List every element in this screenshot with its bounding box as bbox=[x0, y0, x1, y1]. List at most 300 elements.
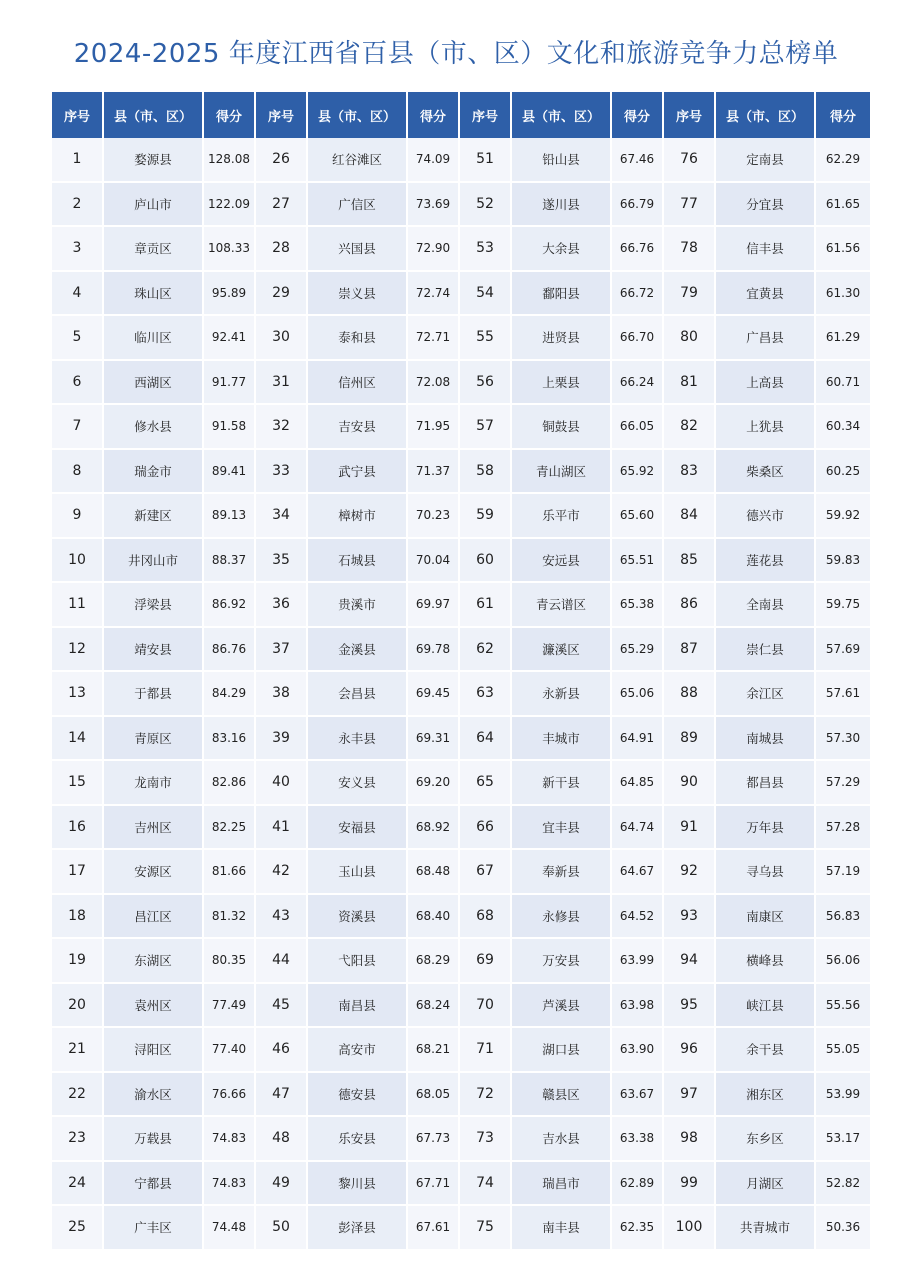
county-name-cell: 靖安县 bbox=[104, 628, 204, 673]
county-name-cell: 月湖区 bbox=[716, 1162, 816, 1207]
table-row bbox=[52, 227, 870, 272]
county-name-cell: 万年县 bbox=[716, 806, 816, 851]
score-cell: 74.48 bbox=[204, 1206, 256, 1251]
rank-cell: 75 bbox=[460, 1206, 512, 1251]
rank-cell: 60 bbox=[460, 539, 512, 584]
score-cell: 80.35 bbox=[204, 939, 256, 984]
county-name-cell: 修水县 bbox=[104, 405, 204, 450]
score-cell: 61.56 bbox=[816, 227, 870, 272]
column-header-score: 得分 bbox=[408, 92, 460, 138]
rank-cell: 14 bbox=[52, 717, 104, 762]
county-name-cell: 龙南市 bbox=[104, 761, 204, 806]
rank-cell: 68 bbox=[460, 895, 512, 940]
county-name-cell: 余干县 bbox=[716, 1028, 816, 1073]
rank-cell: 41 bbox=[256, 806, 308, 851]
score-cell: 91.77 bbox=[204, 361, 256, 406]
rank-cell: 79 bbox=[664, 272, 716, 317]
county-name-cell: 莲花县 bbox=[716, 539, 816, 584]
county-name-cell: 新建区 bbox=[104, 494, 204, 539]
county-name-cell: 奉新县 bbox=[512, 850, 612, 895]
column-header-rank: 序号 bbox=[460, 92, 512, 138]
county-name-cell: 玉山县 bbox=[308, 850, 408, 895]
county-name-cell: 青山湖区 bbox=[512, 450, 612, 495]
county-name-cell: 南城县 bbox=[716, 717, 816, 762]
score-cell: 86.92 bbox=[204, 583, 256, 628]
county-name-cell: 会昌县 bbox=[308, 672, 408, 717]
table-row bbox=[52, 1206, 870, 1251]
county-name-cell: 珠山区 bbox=[104, 272, 204, 317]
score-cell: 84.29 bbox=[204, 672, 256, 717]
rank-cell: 62 bbox=[460, 628, 512, 673]
score-cell: 67.46 bbox=[612, 138, 664, 183]
county-name-cell: 上犹县 bbox=[716, 405, 816, 450]
score-cell: 68.21 bbox=[408, 1028, 460, 1073]
column-header-rank: 序号 bbox=[52, 92, 104, 138]
score-cell: 92.41 bbox=[204, 316, 256, 361]
rank-cell: 45 bbox=[256, 984, 308, 1029]
score-cell: 73.69 bbox=[408, 183, 460, 228]
rank-cell: 17 bbox=[52, 850, 104, 895]
score-cell: 56.83 bbox=[816, 895, 870, 940]
score-cell: 56.06 bbox=[816, 939, 870, 984]
county-name-cell: 宁都县 bbox=[104, 1162, 204, 1207]
county-name-cell: 宜黄县 bbox=[716, 272, 816, 317]
score-cell: 95.89 bbox=[204, 272, 256, 317]
rank-cell: 71 bbox=[460, 1028, 512, 1073]
score-cell: 91.58 bbox=[204, 405, 256, 450]
rank-cell: 56 bbox=[460, 361, 512, 406]
score-cell: 68.29 bbox=[408, 939, 460, 984]
rank-cell: 55 bbox=[460, 316, 512, 361]
county-name-cell: 丰城市 bbox=[512, 717, 612, 762]
score-cell: 89.41 bbox=[204, 450, 256, 495]
rank-cell: 95 bbox=[664, 984, 716, 1029]
table-header-row bbox=[52, 92, 870, 138]
county-name-cell: 袁州区 bbox=[104, 984, 204, 1029]
county-name-cell: 东乡区 bbox=[716, 1117, 816, 1162]
county-name-cell: 兴国县 bbox=[308, 227, 408, 272]
score-cell: 68.05 bbox=[408, 1073, 460, 1118]
score-cell: 74.09 bbox=[408, 138, 460, 183]
score-cell: 50.36 bbox=[816, 1206, 870, 1251]
county-name-cell: 贵溪市 bbox=[308, 583, 408, 628]
rank-cell: 5 bbox=[52, 316, 104, 361]
county-name-cell: 寻乌县 bbox=[716, 850, 816, 895]
rank-cell: 27 bbox=[256, 183, 308, 228]
county-name-cell: 鄱阳县 bbox=[512, 272, 612, 317]
county-name-cell: 柴桑区 bbox=[716, 450, 816, 495]
county-name-cell: 铜鼓县 bbox=[512, 405, 612, 450]
table-row bbox=[52, 717, 870, 762]
score-cell: 65.92 bbox=[612, 450, 664, 495]
county-name-cell: 大余县 bbox=[512, 227, 612, 272]
county-name-cell: 峡江县 bbox=[716, 984, 816, 1029]
score-cell: 66.72 bbox=[612, 272, 664, 317]
score-cell: 66.05 bbox=[612, 405, 664, 450]
table-row bbox=[52, 316, 870, 361]
table-row bbox=[52, 761, 870, 806]
score-cell: 67.73 bbox=[408, 1117, 460, 1162]
county-name-cell: 吉州区 bbox=[104, 806, 204, 851]
county-name-cell: 浮梁县 bbox=[104, 583, 204, 628]
rank-cell: 33 bbox=[256, 450, 308, 495]
rank-cell: 15 bbox=[52, 761, 104, 806]
county-name-cell: 共青城市 bbox=[716, 1206, 816, 1251]
rank-cell: 9 bbox=[52, 494, 104, 539]
score-cell: 55.56 bbox=[816, 984, 870, 1029]
score-cell: 72.71 bbox=[408, 316, 460, 361]
rank-cell: 24 bbox=[52, 1162, 104, 1207]
rank-cell: 19 bbox=[52, 939, 104, 984]
rank-cell: 49 bbox=[256, 1162, 308, 1207]
score-cell: 108.33 bbox=[204, 227, 256, 272]
county-name-cell: 于都县 bbox=[104, 672, 204, 717]
county-name-cell: 德安县 bbox=[308, 1073, 408, 1118]
table-row bbox=[52, 806, 870, 851]
rank-cell: 61 bbox=[460, 583, 512, 628]
score-cell: 64.85 bbox=[612, 761, 664, 806]
score-cell: 57.28 bbox=[816, 806, 870, 851]
county-name-cell: 崇义县 bbox=[308, 272, 408, 317]
county-name-cell: 乐平市 bbox=[512, 494, 612, 539]
rank-cell: 92 bbox=[664, 850, 716, 895]
rank-cell: 13 bbox=[52, 672, 104, 717]
table-row bbox=[52, 138, 870, 183]
rank-cell: 25 bbox=[52, 1206, 104, 1251]
score-cell: 71.95 bbox=[408, 405, 460, 450]
county-name-cell: 广丰区 bbox=[104, 1206, 204, 1251]
rank-cell: 85 bbox=[664, 539, 716, 584]
score-cell: 64.67 bbox=[612, 850, 664, 895]
rank-cell: 7 bbox=[52, 405, 104, 450]
county-name-cell: 遂川县 bbox=[512, 183, 612, 228]
score-cell: 57.29 bbox=[816, 761, 870, 806]
rank-cell: 80 bbox=[664, 316, 716, 361]
score-cell: 74.83 bbox=[204, 1117, 256, 1162]
rank-cell: 99 bbox=[664, 1162, 716, 1207]
table-row bbox=[52, 939, 870, 984]
county-name-cell: 章贡区 bbox=[104, 227, 204, 272]
rank-cell: 8 bbox=[52, 450, 104, 495]
rank-cell: 66 bbox=[460, 806, 512, 851]
county-name-cell: 瑞昌市 bbox=[512, 1162, 612, 1207]
rank-cell: 58 bbox=[460, 450, 512, 495]
score-cell: 69.97 bbox=[408, 583, 460, 628]
county-name-cell: 赣县区 bbox=[512, 1073, 612, 1118]
score-cell: 65.60 bbox=[612, 494, 664, 539]
county-name-cell: 安义县 bbox=[308, 761, 408, 806]
score-cell: 67.71 bbox=[408, 1162, 460, 1207]
score-cell: 59.92 bbox=[816, 494, 870, 539]
score-cell: 55.05 bbox=[816, 1028, 870, 1073]
county-name-cell: 安远县 bbox=[512, 539, 612, 584]
column-header-score: 得分 bbox=[204, 92, 256, 138]
score-cell: 63.38 bbox=[612, 1117, 664, 1162]
score-cell: 81.32 bbox=[204, 895, 256, 940]
rank-cell: 90 bbox=[664, 761, 716, 806]
score-cell: 77.40 bbox=[204, 1028, 256, 1073]
score-cell: 74.83 bbox=[204, 1162, 256, 1207]
county-name-cell: 芦溪县 bbox=[512, 984, 612, 1029]
county-name-cell: 全南县 bbox=[716, 583, 816, 628]
score-cell: 88.37 bbox=[204, 539, 256, 584]
rank-cell: 73 bbox=[460, 1117, 512, 1162]
table-row bbox=[52, 272, 870, 317]
rank-cell: 31 bbox=[256, 361, 308, 406]
rank-cell: 29 bbox=[256, 272, 308, 317]
page-title: 2024-2025 年度江西省百县（市、区）文化和旅游竞争力总榜单 bbox=[73, 39, 839, 69]
county-name-cell: 昌江区 bbox=[104, 895, 204, 940]
score-cell: 59.83 bbox=[816, 539, 870, 584]
score-cell: 82.86 bbox=[204, 761, 256, 806]
county-name-cell: 濂溪区 bbox=[512, 628, 612, 673]
rank-cell: 94 bbox=[664, 939, 716, 984]
rank-cell: 21 bbox=[52, 1028, 104, 1073]
rank-cell: 53 bbox=[460, 227, 512, 272]
score-cell: 62.29 bbox=[816, 138, 870, 183]
county-name-cell: 渝水区 bbox=[104, 1073, 204, 1118]
score-cell: 69.78 bbox=[408, 628, 460, 673]
score-cell: 76.66 bbox=[204, 1073, 256, 1118]
rank-cell: 16 bbox=[52, 806, 104, 851]
rank-cell: 77 bbox=[664, 183, 716, 228]
county-name-cell: 安福县 bbox=[308, 806, 408, 851]
county-name-cell: 进贤县 bbox=[512, 316, 612, 361]
rank-cell: 3 bbox=[52, 227, 104, 272]
table-row bbox=[52, 850, 870, 895]
score-cell: 70.23 bbox=[408, 494, 460, 539]
score-cell: 57.30 bbox=[816, 717, 870, 762]
county-name-cell: 吉水县 bbox=[512, 1117, 612, 1162]
rank-cell: 67 bbox=[460, 850, 512, 895]
rank-cell: 6 bbox=[52, 361, 104, 406]
score-cell: 57.69 bbox=[816, 628, 870, 673]
score-cell: 81.66 bbox=[204, 850, 256, 895]
county-name-cell: 青原区 bbox=[104, 717, 204, 762]
score-cell: 65.29 bbox=[612, 628, 664, 673]
rank-cell: 42 bbox=[256, 850, 308, 895]
score-cell: 61.30 bbox=[816, 272, 870, 317]
score-cell: 66.76 bbox=[612, 227, 664, 272]
rank-cell: 74 bbox=[460, 1162, 512, 1207]
table-row bbox=[52, 628, 870, 673]
score-cell: 66.79 bbox=[612, 183, 664, 228]
rank-cell: 32 bbox=[256, 405, 308, 450]
score-cell: 128.08 bbox=[204, 138, 256, 183]
county-name-cell: 南昌县 bbox=[308, 984, 408, 1029]
table-row bbox=[52, 539, 870, 584]
rank-cell: 51 bbox=[460, 138, 512, 183]
county-name-cell: 上高县 bbox=[716, 361, 816, 406]
score-cell: 69.31 bbox=[408, 717, 460, 762]
county-name-cell: 石城县 bbox=[308, 539, 408, 584]
rank-cell: 2 bbox=[52, 183, 104, 228]
county-name-cell: 铅山县 bbox=[512, 138, 612, 183]
rank-cell: 11 bbox=[52, 583, 104, 628]
county-name-cell: 泰和县 bbox=[308, 316, 408, 361]
county-name-cell: 浔阳区 bbox=[104, 1028, 204, 1073]
county-name-cell: 黎川县 bbox=[308, 1162, 408, 1207]
score-cell: 66.70 bbox=[612, 316, 664, 361]
rank-cell: 44 bbox=[256, 939, 308, 984]
column-header-county: 县（市、区） bbox=[716, 92, 816, 138]
score-cell: 66.24 bbox=[612, 361, 664, 406]
rank-cell: 39 bbox=[256, 717, 308, 762]
county-name-cell: 永新县 bbox=[512, 672, 612, 717]
rank-cell: 40 bbox=[256, 761, 308, 806]
score-cell: 82.25 bbox=[204, 806, 256, 851]
score-cell: 71.37 bbox=[408, 450, 460, 495]
county-name-cell: 吉安县 bbox=[308, 405, 408, 450]
county-name-cell: 信州区 bbox=[308, 361, 408, 406]
table-row bbox=[52, 1162, 870, 1207]
rank-cell: 1 bbox=[52, 138, 104, 183]
rank-cell: 38 bbox=[256, 672, 308, 717]
rank-cell: 54 bbox=[460, 272, 512, 317]
rank-cell: 59 bbox=[460, 494, 512, 539]
rank-cell: 87 bbox=[664, 628, 716, 673]
rank-cell: 83 bbox=[664, 450, 716, 495]
rank-cell: 34 bbox=[256, 494, 308, 539]
score-cell: 69.45 bbox=[408, 672, 460, 717]
county-name-cell: 资溪县 bbox=[308, 895, 408, 940]
table-row bbox=[52, 895, 870, 940]
score-cell: 63.90 bbox=[612, 1028, 664, 1073]
score-cell: 65.38 bbox=[612, 583, 664, 628]
county-name-cell: 樟树市 bbox=[308, 494, 408, 539]
table-row bbox=[52, 361, 870, 406]
score-cell: 64.52 bbox=[612, 895, 664, 940]
score-cell: 86.76 bbox=[204, 628, 256, 673]
table-row bbox=[52, 583, 870, 628]
county-name-cell: 弋阳县 bbox=[308, 939, 408, 984]
column-header-county: 县（市、区） bbox=[104, 92, 204, 138]
score-cell: 62.35 bbox=[612, 1206, 664, 1251]
table-row bbox=[52, 450, 870, 495]
rank-cell: 10 bbox=[52, 539, 104, 584]
score-cell: 60.25 bbox=[816, 450, 870, 495]
county-name-cell: 南丰县 bbox=[512, 1206, 612, 1251]
score-cell: 122.09 bbox=[204, 183, 256, 228]
rank-cell: 46 bbox=[256, 1028, 308, 1073]
table-row bbox=[52, 1028, 870, 1073]
rank-cell: 28 bbox=[256, 227, 308, 272]
county-name-cell: 青云谱区 bbox=[512, 583, 612, 628]
rank-cell: 35 bbox=[256, 539, 308, 584]
county-name-cell: 广信区 bbox=[308, 183, 408, 228]
county-name-cell: 南康区 bbox=[716, 895, 816, 940]
rank-cell: 47 bbox=[256, 1073, 308, 1118]
table-row bbox=[52, 405, 870, 450]
column-header-rank: 序号 bbox=[664, 92, 716, 138]
rank-cell: 20 bbox=[52, 984, 104, 1029]
county-name-cell: 彭泽县 bbox=[308, 1206, 408, 1251]
score-cell: 70.04 bbox=[408, 539, 460, 584]
county-name-cell: 余江区 bbox=[716, 672, 816, 717]
county-name-cell: 永丰县 bbox=[308, 717, 408, 762]
rank-cell: 76 bbox=[664, 138, 716, 183]
county-name-cell: 宜丰县 bbox=[512, 806, 612, 851]
county-name-cell: 万安县 bbox=[512, 939, 612, 984]
county-name-cell: 乐安县 bbox=[308, 1117, 408, 1162]
county-name-cell: 东湖区 bbox=[104, 939, 204, 984]
score-cell: 72.74 bbox=[408, 272, 460, 317]
rank-cell: 37 bbox=[256, 628, 308, 673]
column-header-score: 得分 bbox=[816, 92, 870, 138]
score-cell: 63.67 bbox=[612, 1073, 664, 1118]
score-cell: 63.98 bbox=[612, 984, 664, 1029]
county-name-cell: 湖口县 bbox=[512, 1028, 612, 1073]
county-name-cell: 分宜县 bbox=[716, 183, 816, 228]
score-cell: 63.99 bbox=[612, 939, 664, 984]
score-cell: 67.61 bbox=[408, 1206, 460, 1251]
score-cell: 68.24 bbox=[408, 984, 460, 1029]
rank-cell: 22 bbox=[52, 1073, 104, 1118]
score-cell: 83.16 bbox=[204, 717, 256, 762]
county-name-cell: 瑞金市 bbox=[104, 450, 204, 495]
rank-cell: 48 bbox=[256, 1117, 308, 1162]
score-cell: 68.92 bbox=[408, 806, 460, 851]
county-name-cell: 井冈山市 bbox=[104, 539, 204, 584]
rank-cell: 12 bbox=[52, 628, 104, 673]
score-cell: 61.29 bbox=[816, 316, 870, 361]
score-cell: 61.65 bbox=[816, 183, 870, 228]
county-name-cell: 临川区 bbox=[104, 316, 204, 361]
county-name-cell: 广昌县 bbox=[716, 316, 816, 361]
score-cell: 65.51 bbox=[612, 539, 664, 584]
rank-cell: 84 bbox=[664, 494, 716, 539]
score-cell: 64.91 bbox=[612, 717, 664, 762]
score-cell: 64.74 bbox=[612, 806, 664, 851]
table-row bbox=[52, 1117, 870, 1162]
rank-cell: 78 bbox=[664, 227, 716, 272]
rank-cell: 91 bbox=[664, 806, 716, 851]
rank-cell: 72 bbox=[460, 1073, 512, 1118]
rank-cell: 30 bbox=[256, 316, 308, 361]
rank-cell: 93 bbox=[664, 895, 716, 940]
county-name-cell: 庐山市 bbox=[104, 183, 204, 228]
county-name-cell: 武宁县 bbox=[308, 450, 408, 495]
score-cell: 57.19 bbox=[816, 850, 870, 895]
rank-cell: 96 bbox=[664, 1028, 716, 1073]
rank-cell: 100 bbox=[664, 1206, 716, 1251]
rank-cell: 81 bbox=[664, 361, 716, 406]
table-body bbox=[52, 138, 870, 1251]
score-cell: 69.20 bbox=[408, 761, 460, 806]
county-name-cell: 湘东区 bbox=[716, 1073, 816, 1118]
county-name-cell: 万载县 bbox=[104, 1117, 204, 1162]
rank-cell: 70 bbox=[460, 984, 512, 1029]
rank-cell: 89 bbox=[664, 717, 716, 762]
score-cell: 72.08 bbox=[408, 361, 460, 406]
county-name-cell: 新干县 bbox=[512, 761, 612, 806]
county-name-cell: 都昌县 bbox=[716, 761, 816, 806]
rank-cell: 50 bbox=[256, 1206, 308, 1251]
rank-cell: 23 bbox=[52, 1117, 104, 1162]
ranking-table bbox=[52, 92, 870, 1251]
county-name-cell: 安源区 bbox=[104, 850, 204, 895]
rank-cell: 4 bbox=[52, 272, 104, 317]
table-row bbox=[52, 672, 870, 717]
rank-cell: 18 bbox=[52, 895, 104, 940]
column-header-county: 县（市、区） bbox=[512, 92, 612, 138]
score-cell: 53.17 bbox=[816, 1117, 870, 1162]
rank-cell: 82 bbox=[664, 405, 716, 450]
county-name-cell: 上栗县 bbox=[512, 361, 612, 406]
score-cell: 72.90 bbox=[408, 227, 460, 272]
score-cell: 89.13 bbox=[204, 494, 256, 539]
county-name-cell: 德兴市 bbox=[716, 494, 816, 539]
